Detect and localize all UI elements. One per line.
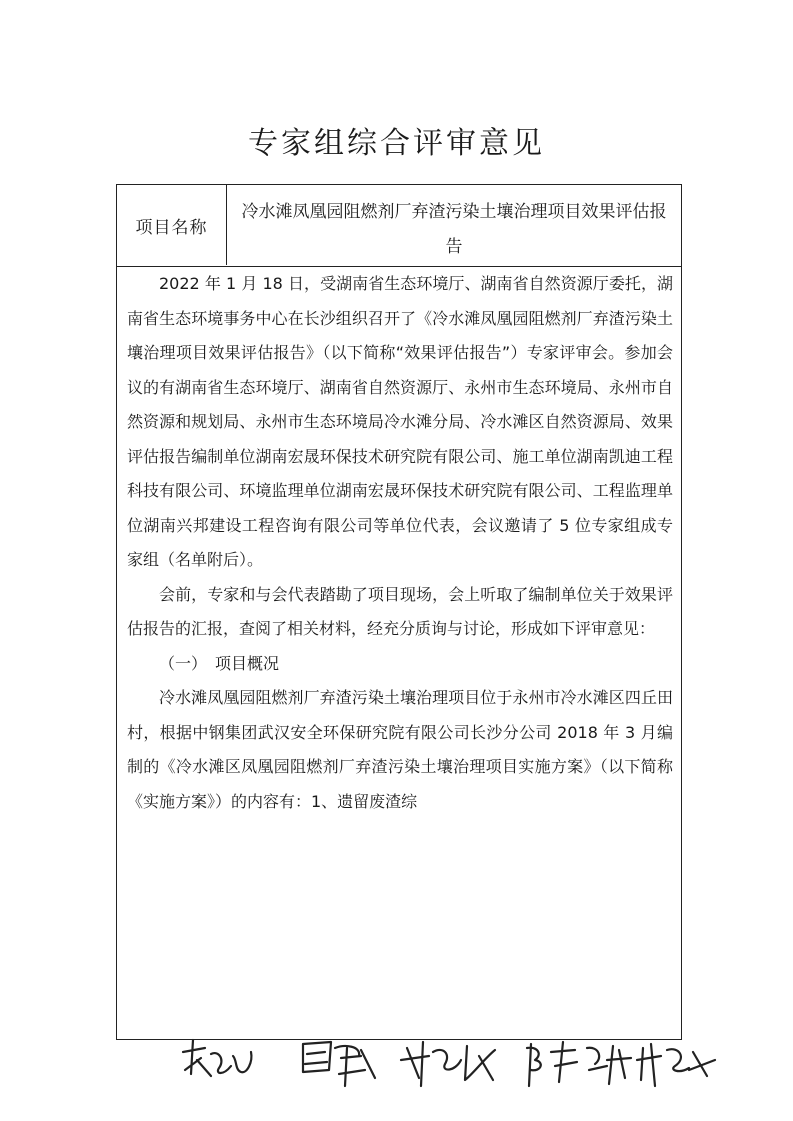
review-body <box>117 267 681 1039</box>
section-heading-overview: （一） 项目概况 <box>159 653 280 673</box>
document-title: 专家组综合评审意见 <box>248 126 545 161</box>
review-table <box>116 184 682 1040</box>
project-name-label: 项目名称 <box>117 185 227 265</box>
paragraph-overview: 冷水滩凤凰园阻燃剂厂弃渣污染土壤治理项目位于永州市冷水滩区四丘田村，根据中钢集团武汉安全环保研究院有限公司长沙分公司 2018 年 3 月编制的《冷水滩区凤凰园阻燃剂厂弃渣污染土壤治理项目实施方案》（以下简称《实施方案》）的内容有：1、遗留废渣综 <box>127 688 673 811</box>
project-name-row <box>117 185 681 267</box>
paragraph-meeting: 2022 年 1 月 18 日，受湖南省生态环境厅、湖南省自然资源厅委托，湖南省生态环境事务中心在长沙组织召开了《冷水滩凤凰园阻燃剂厂弃渣污染土壤治理项目效果评估报告》（以下简称“效果评估报告”）专家评审会。参加会议的有湖南省生态环境厅、湖南省自然资源厅、永州市生态环境局、永州市自然资源和规划局、永州市生态环境局冷水滩分局、冷水滩区自然资源局、效果评估报告编制单位湖南宏晟环保技术研究院有限公司、施工单位湖南凯迪工程科技有限公司、环境监理单位湖南宏晟环保技术研究院有限公司、工程监理单位湖南兴邦建设工程咨询有限公司等单位代表，会议邀请了 5 位专家组成专家组（名单附后）。 <box>127 274 673 569</box>
expert-signatures <box>175 1030 735 1100</box>
paragraph-review-process: 会前，专家和与会代表踏勘了项目现场，会上听取了编制单位关于效果评估报告的汇报，查阅了相关材料，经充分质询与讨论，形成如下评审意见： <box>127 584 673 638</box>
project-name-value: 冷水滩凤凰园阻燃剂厂弃渣污染土壤治理项目效果评估报告 <box>241 202 667 257</box>
handwritten-signatures-image <box>175 1030 735 1100</box>
